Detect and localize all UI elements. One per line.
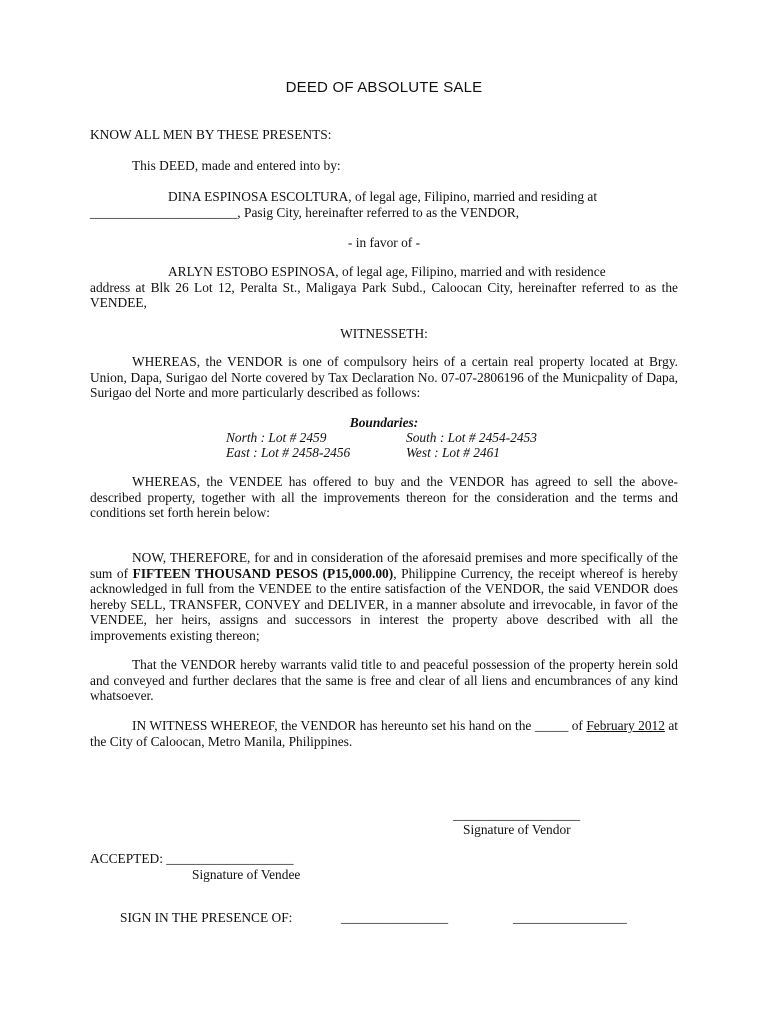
execution-date: February 2012 (586, 718, 665, 733)
witness-2-signature-line: _________________ (513, 910, 627, 925)
whereas-offer-paragraph: WHEREAS, the VENDEE has offered to buy and the VENDOR has agreed to sell the above-described property, together with all the improvements thereon for the consideration and the terms and conditions set forth herein below: (90, 474, 678, 521)
accepted-signature-line: ACCEPTED: ___________________ (90, 851, 294, 866)
vendor-signature-label: Signature of Vendor (463, 822, 571, 837)
vendor-party (90, 189, 678, 220)
this-deed-line: This DEED, made and entered into by: (132, 158, 341, 173)
boundary-north: North : Lot # 2459 (226, 430, 327, 445)
now-therefore-text-before: NOW, THEREFORE, for and in consideration of the aforesaid premises and more specifically of the sum of (90, 550, 678, 581)
now-therefore-text-after: , Philippine Currency, the receipt whereof is hereby acknowledged in full from the VENDEE to the entire satisfaction of the VENDOR, the said VENDOR does hereby SELL, TRANSFER, CONVEY and DELIVER, in a manner absolute and irrevocable, in favor of the VENDEE, her heirs, assigns and successors in interest the property above described with all the improvements existing thereon; (90, 565, 678, 643)
vendee-party-line1: ARLYN ESTOBO ESPINOSA, of legal age, Filipino, married and with residence (168, 264, 606, 279)
vendee-party (90, 264, 678, 311)
vendor-party-line1: DINA ESPINOSA ESCOLTURA, of legal age, Filipino, married and residing at (168, 189, 598, 204)
vendee-party-rest: address at Blk 26 Lot 12, Peralta St., Maligaya Park Subd., Caloocan City, hereinafter referred to as the VENDEE, (90, 279, 678, 311)
witness-whereof-text-before: IN WITNESS WHEREOF, the VENDOR has hereunto set his hand on the _____ of (132, 718, 587, 733)
consideration-amount: FIFTEEN THOUSAND PESOS (P15,000.00) (132, 565, 394, 581)
boundary-south: South : Lot # 2454-2453 (406, 430, 537, 445)
witness-whereof-paragraph (90, 718, 678, 749)
witness-whereof-text-after: at the City of Caloocan, Metro Manila, Philippines. (90, 718, 679, 749)
warranty-paragraph: That the VENDOR hereby warrants valid title to and peaceful possession of the property herein sold and conveyed and further declares that the same is free and clear of all liens and encumbrances of any kind whatsoever. (90, 657, 678, 704)
vendor-party-line2: ______________________, Pasig City, hereinafter referred to as the VENDOR, (90, 204, 520, 220)
boundary-west: West : Lot # 2461 (406, 445, 500, 460)
witnesseth-heading: WITNESSETH: (340, 326, 428, 341)
boundaries-heading: Boundaries: (349, 415, 419, 430)
vendor-signature-line: ___________________ (453, 807, 581, 822)
boundary-east: East : Lot # 2458-2456 (226, 445, 351, 460)
now-therefore-paragraph (90, 550, 678, 644)
whereas-property-paragraph: WHEREAS, the VENDOR is one of compulsory heirs of a certain real property located at Brgy. Union, Dapa, Surigao del Norte covered by Tax Declaration No. 07-07-2806196 of the Municpality of Dapa, Surigao del Norte and more particularly described as follows: (90, 354, 678, 401)
in-favor-of: - in favor of - (347, 235, 421, 250)
know-all-heading: KNOW ALL MEN BY THESE PRESENTS: (90, 127, 332, 142)
sign-in-presence-label: SIGN IN THE PRESENCE OF: (120, 910, 293, 925)
vendee-signature-label: Signature of Vendee (192, 867, 301, 882)
witness-1-signature-line: ________________ (341, 910, 449, 925)
document-title: DEED OF ABSOLUTE SALE (285, 79, 483, 96)
